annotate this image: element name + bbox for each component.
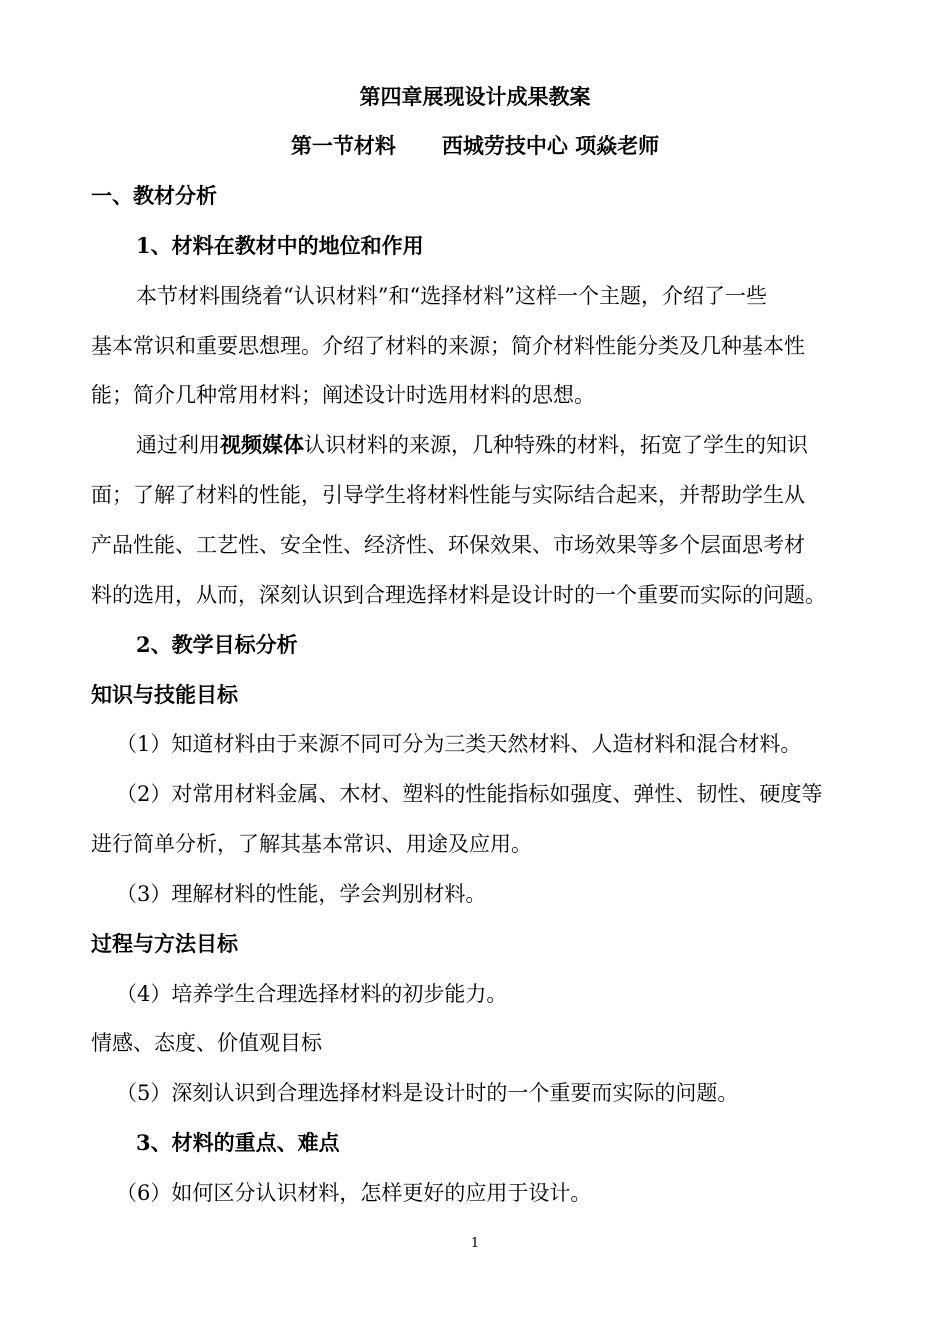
list-item-5: （5）深刻认识到合理选择材料是设计时的一个重要而实际的问题。 — [116, 1081, 739, 1105]
paragraph-2-line-3: 产品性能、工艺性、安全性、经济性、环保效果、市场效果等多个层面思考材 — [91, 533, 805, 557]
heading-knowledge-goals: 知识与技能目标 — [91, 682, 238, 707]
list-item-6: （6）如何区分认识材料，怎样更好的应用于设计。 — [116, 1181, 592, 1205]
paragraph-2-post: 认识材料的来源，几种特殊的材料，拓宽了学生的知识 — [304, 433, 808, 457]
paragraph-1-line-1: 本节材料围绕着“认识材料”和“选择材料”这样一个主题，介绍了一些 — [136, 284, 767, 308]
list-item-2-line-1: （2）对常用材料金属、木材、塑料的性能指标如强度、弹性、韧性、硬度等 — [116, 782, 823, 806]
page-number: 1 — [470, 1236, 480, 1251]
document-title: 第四章展现设计成果教案 — [359, 84, 591, 109]
list-item-4: （4）培养学生合理选择材料的初步能力。 — [116, 982, 508, 1006]
heading-section-3: 3、材料的重点、难点 — [136, 1130, 340, 1155]
list-item-3: （3）理解材料的性能，学会判别材料。 — [116, 882, 487, 906]
subtitle-line — [0, 131, 950, 161]
paragraph-2-line-4: 料的选用，从而，深刻认识到合理选择材料是设计时的一个重要而实际的问题。 — [91, 583, 826, 607]
paragraph-2-line-2: 面；了解了材料的性能，引导学生将材料性能与实际结合起来，并帮助学生从 — [91, 483, 805, 507]
paragraph-2-pre: 通过利用 — [136, 433, 220, 457]
list-item-1: （1）知道材料由于来源不同可分为三类天然材料、人造材料和混合材料。 — [116, 732, 802, 756]
heading-attitude-goals: 情感、态度、价值观目标 — [91, 1031, 322, 1055]
list-item-2-line-2: 进行简单分析，了解其基本常识、用途及应用。 — [91, 832, 532, 856]
heading-section-2: 2、教学目标分析 — [136, 632, 298, 657]
subtitle-section: 第一节材料 — [290, 133, 396, 158]
heading-section-1: 1、材料在教材中的地位和作用 — [136, 233, 424, 258]
subtitle-author: 西城劳技中心 项焱老师 — [441, 133, 660, 158]
heading-textbook-analysis: 一、教材分析 — [91, 183, 217, 208]
paragraph-2-line-1 — [136, 430, 808, 460]
paragraph-1-line-3: 能；简介几种常用材料；阐述设计时选用材料的思想。 — [91, 383, 595, 407]
paragraph-1-line-2: 基本常识和重要思想理。介绍了材料的来源；简介材料性能分类及几种基本性 — [91, 334, 805, 358]
heading-process-goals: 过程与方法目标 — [91, 931, 238, 956]
paragraph-2-emphasis: 视频媒体 — [220, 432, 304, 457]
